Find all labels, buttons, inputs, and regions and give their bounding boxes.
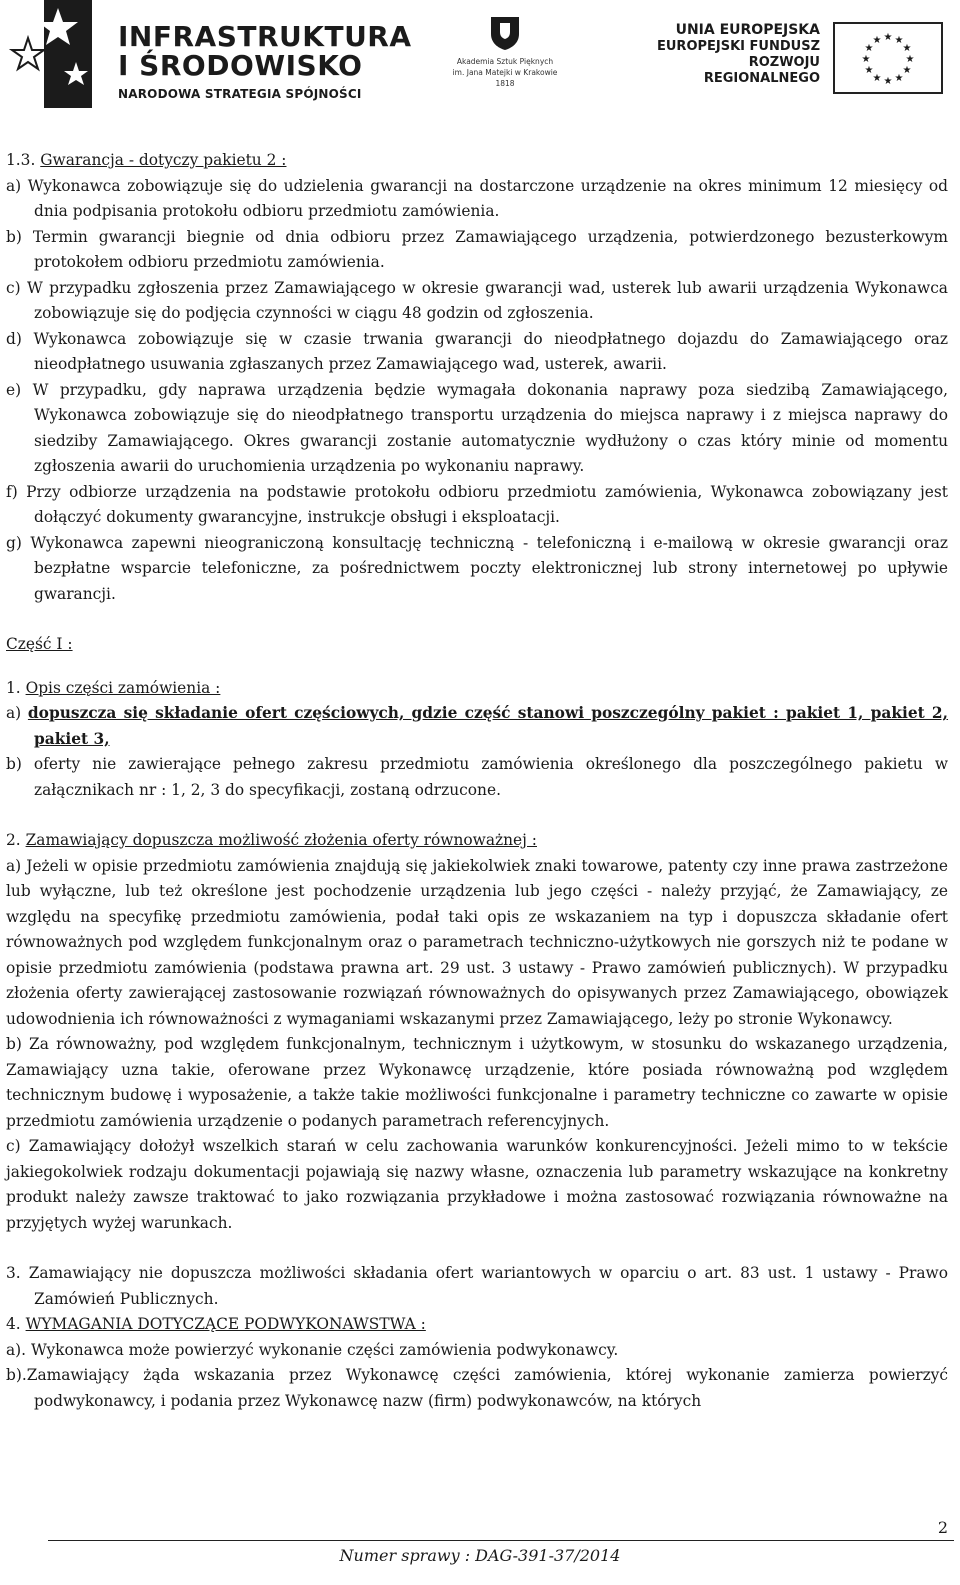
section-4-item-b: b).Zamawiający żąda wskazania przez Wykonawcę części zamówienia, której wykonanie zamierza powierzyć podwykonawcy, i podania przez Wykonawcę nazw (firm) podwykonawców, na których (6, 1366, 948, 1410)
section-1-3-item-b: b) Termin gwarancji biegnie od dnia odbioru przez Zamawiającego urządzenia, potwierdzonego bezusterkowym protokołem odbioru przedmiotu zamówienia. (6, 227, 948, 271)
section-2-item-a: a) Jeżeli w opisie przedmiotu zamówienia znajdują się jakiekolwiek znaki towarowe, patenty czy inne prawa zastrzeżone lub wyłączne, lub też określone jest pochodzenie urządzenia lub jego części - należy przyjąć, że Zamawiający, ze względu na specyfikę przedmiotu zamówienia, podał taki opis ze wskazaniem na typ i dopuszcza składanie ofert równoważnych pod względem funkcjonalnym oraz o parametrach techniczno-użytkowych nie gorszych niż te podane w opisie przedmiotu zamówienia (podstawa prawna art. 29 ust. 3 ustawy - Prawo zamówień publicznych). W przypadku złożenia oferty zawierającej zastosowanie rozwiązań równoważnych do opisywanych przez Zamawiającego, obowiązek udowodnienia ich równoważności z wymaganiami wskazanymi przez Zamawiającego, leży po stronie Wykonawcy. (6, 856, 948, 1028)
academy-name-line1: Akademia Sztuk Pięknych (456, 57, 554, 66)
case-number: Numer sprawy : DAG-391-37/2014 (339, 1546, 621, 1565)
academy-crest-icon (488, 14, 522, 52)
section-4-item-a: a). Wykonawca może powierzyć wykonanie części zamówienia podwykonawcy. (6, 1340, 619, 1359)
infrastruktura-logo (6, 0, 412, 110)
section-1-3-item-e: e) W przypadku, gdy naprawa urządzenia będzie wymagała dokonania naprawy poza siedzibą Zamawiającego, Wykonawca zobowiązuje się do nieodpłatnego transportu urządzenia do miejsca naprawy i z miejsca naprawy do siedziby Zamawiającego. Okres gwarancji zostanie automatycznie wydłużony o czas który minie od momentu zgłoszenia awarii do uruchomienia urządzenia po wykonaniu naprawy. (6, 380, 948, 475)
section-1-item-a: a) dopuszcza się składanie ofert częściowych, gdzie część stanowi poszczególny pakiet : pakiet 1, pakiet 2, pakiet 3, (6, 704, 949, 748)
svg-text:★: ★ (864, 43, 874, 54)
document-header (0, 0, 960, 112)
svg-text:★: ★ (894, 35, 904, 46)
section-1-3-item-g: g) Wykonawca zapewni nieograniczoną konsultację techniczną - telefoniczną i e-mailową w okresie gwarancji oraz bezpłatne wsparcie telefoniczne, za pośrednictwem poczty elektronicznej lub strony internetowej po upływie gwarancji. (6, 533, 948, 603)
section-1-3-item-d: d) Wykonawca zobowiązuje się w czasie trwania gwarancji do nieodpłatnego dojazdu do Zamawiającego oraz nieodpłatnego usuwania zgłaszanych przez Zamawiającego wad, usterek, awarii. (6, 329, 948, 373)
page-number: 2 (937, 1518, 948, 1537)
part-heading: Część I : (6, 635, 73, 653)
section-1-3-item-a: a) Wykonawca zobowiązuje się do udzielenia gwarancji na dostarczone urządzenie na okres minimum 12 miesięcy od dnia podpisania protokołu odbioru przedmiotu zamówienia. (6, 176, 948, 220)
section-1-item-b: b) oferty nie zawierające pełnego zakresu przedmiotu zamówienia określonego dla poszczególnego pakietu w załącznikach nr : 1, 2, 3 do specyfikacji, zostaną odrzucone. (6, 755, 948, 799)
section-1-heading: 1. Opis części zamówienia : (6, 678, 221, 697)
svg-text:★: ★ (902, 43, 912, 54)
svg-text:★: ★ (864, 65, 874, 76)
svg-text:★: ★ (883, 32, 893, 43)
section-2-heading: 2. Zamawiający dopuszcza możliwość złożenia oferty równoważnej : (6, 831, 537, 849)
section-1-3-item-f: f) Przy odbiorze urządzenia na podstawie protokołu odbioru przedmiotu zamówienia, Wykonawca zobowiązany jest dołączyć dokumenty gwarancyjne, instrukcje obsługi i eksploatacji. (6, 482, 948, 526)
svg-text:★: ★ (872, 35, 882, 46)
svg-text:★: ★ (894, 73, 904, 84)
academy-name-line2: im. Jana Matejki w Krakowie (452, 68, 558, 77)
svg-text:★: ★ (902, 65, 912, 76)
section-4-heading: 4. WYMAGANIA DOTYCZĄCE PODWYKONAWSTWA : (6, 1315, 426, 1333)
document-body (6, 148, 948, 1414)
svg-text:★: ★ (861, 54, 871, 65)
star-emblem-icon (6, 0, 111, 108)
logo-title: INFRASTRUKTURA I ŚRODOWISKO (118, 20, 412, 82)
section-1-3-heading: 1.3. Gwarancja - dotyczy pakietu 2 : (6, 151, 287, 169)
section-1-3-item-c: c) W przypadku zgłoszenia przez Zamawiającego w okresie gwarancji wad, usterek lub awarii urządzenia Wykonawca zobowiązuje się do podjęcia czynności w ciągu 48 godzin od zgłoszenia. (6, 278, 948, 322)
logo-subtitle: NARODOWA STRATEGIA SPÓJNOŚCI (118, 87, 362, 101)
svg-text:★: ★ (883, 76, 893, 87)
academy-logo (440, 14, 570, 104)
academy-year: 1818 (495, 79, 515, 88)
section-2-item-c: c) Zamawiający dołożył wszelkich starań w celu zachowania warunków konkurencyjności. Jeżeli mimo to w tekście jakiegokolwiek rodzaju dokumentacji pojawiają się nazwy własne, oznaczenia lub parametry wskazujące na konkretny produkt należy zawsze traktować to jako rozwiązania przykładowe i można zastosować rozwiązania równoważne na przyjętych wyżej warunkach. (6, 1137, 948, 1232)
svg-text:★: ★ (872, 73, 882, 84)
section-2-item-b: b) Za równoważny, pod względem funkcjonalnym, technicznym i użytkowym, w stosunku do wskazanego urządzenia, Zamawiający uzna takie, oferowane przez Wykonawcę urządzenie, które posiada równoważną pod względem technicznym budowę i wyposażenie, a także takie możliwości funkcjonalne i parametry techniczne co zawarte w opisie przedmiotu zamówienia urządzenie o podanych parametrach referencyjnych. (6, 1035, 948, 1130)
eu-flag-icon (833, 22, 943, 94)
eu-logo (640, 22, 955, 102)
eu-text: UNIA EUROPEJSKA EUROPEJSKI FUNDUSZ ROZWOJU REGIONALNEGO (657, 22, 820, 86)
svg-text:★: ★ (905, 54, 915, 65)
footer-divider (48, 1540, 954, 1541)
section-3: 3. Zamawiający nie dopuszcza możliwości składania ofert wariantowych w oparciu o art. 83 ust. 1 ustawy - Prawo Zamówień Publicznych. (6, 1264, 948, 1308)
